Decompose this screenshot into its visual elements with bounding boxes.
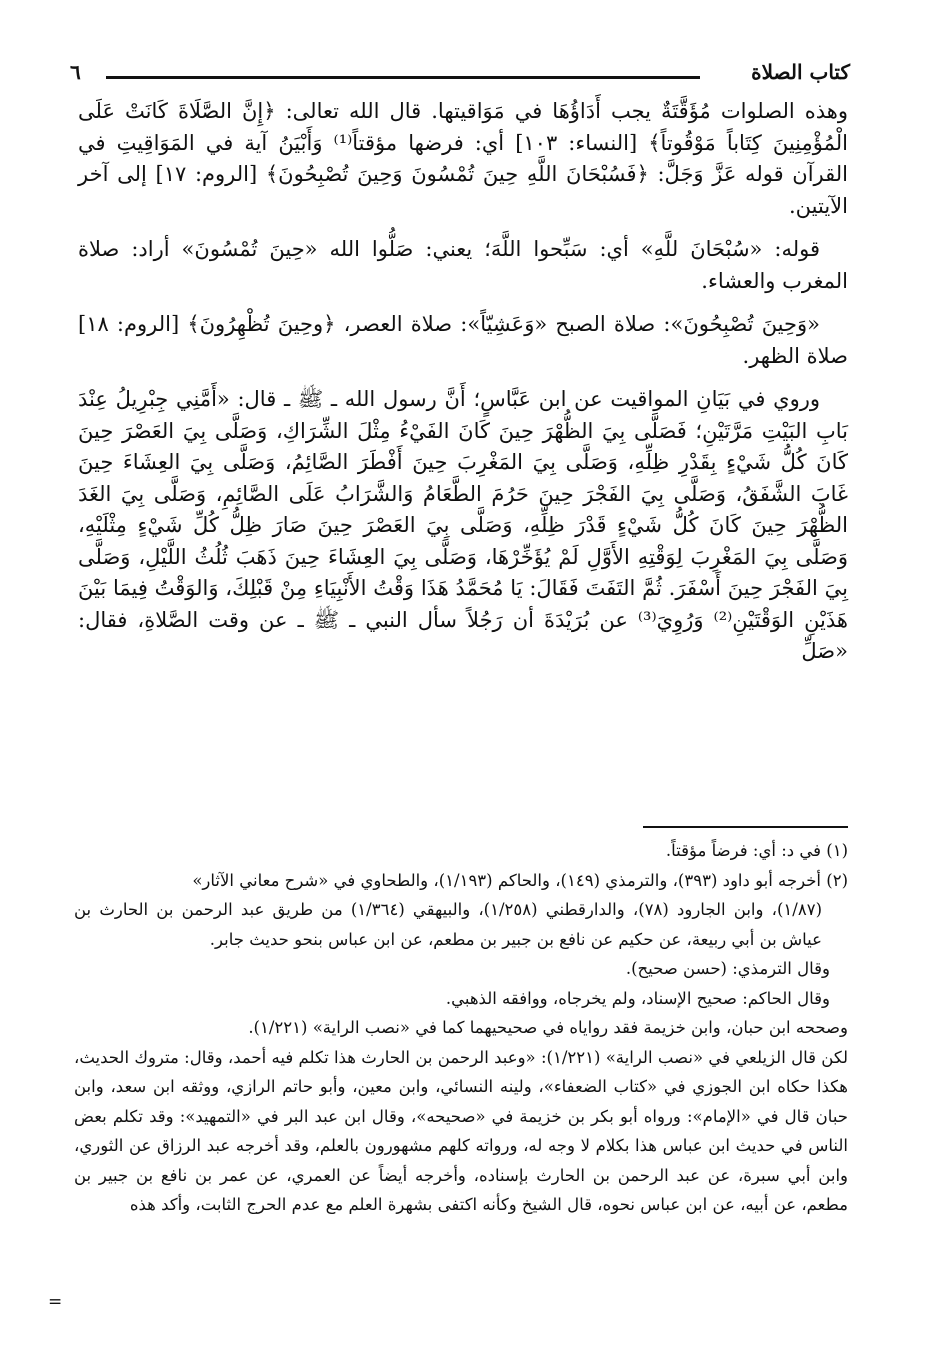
header-rule: [106, 76, 700, 79]
running-title: كتاب الصلاة: [751, 60, 850, 84]
page-header: [70, 58, 850, 88]
footnote-separator: [643, 826, 848, 828]
footnote-2-hakim: وقال الحاكم: صحيح الإسناد، ولم يخرجاه، ووافقه الذهبي.: [445, 988, 830, 1008]
footnote-2-line-1: (٢) أخرجه أبو داود (٣٩٣)، والترمذي (١٤٩)، والحاكم (١/١٩٣)، والطحاوي في «شرح معاني الآثار»: [192, 870, 848, 890]
paragraph-tafsir-evening: قوله: «سُبْحَانَ للَّهِ» أي: سَبِّحوا اللَّهَ؛ يعني: صَلُّوا الله «حِينَ تُمْسُونَ» أراد: صلاة المغرب والعشاء.: [78, 237, 848, 293]
footnotes: [74, 836, 848, 1220]
paragraph-tafsir-morning: «وَحِينَ تُصْبِحُونَ»: صلاة الصبح «وَعَشِيّاً»: صلاة العصر، ﴿وحِينَ تُظْهِرُونَ﴾ [الروم: ١٨] صلاة الظهر.: [78, 312, 848, 368]
footnote-2-zaylai: لكن قال الزيلعي في «نصب الراية» (١/٢٢١): «وعبد الرحمن بن الحارث هذا تكلم فيه أحمد، وقال: متروك الحديث، هكذا حكاه ابن الجوزي في «كتاب الضعفاء»، ولينه النسائي، وابن معين، وأبو حاتم الرازي، ووثقه ابن سعد، وابن حبان قال في «الإمام»: ورواه أبو بكر بن خزيمة في «صحيحه»، وقال ابن عبد البر في «التمهيد»: وقد تكلم بعض الناس في حديث ابن عباس هذا بكلام لا وجه له، ورواته كلهم مشهورون بالعلم، وقد أخرجه عبد الرزاق عن الثوري، وابن أبي سبرة، عن عبد الرحمن بن الحارث بإسناده، وأخرجه أيضاً عن العمري، عن عمر بن نافع بن جبير بن مطعم، عن أبيه، عن ابن عباس نحوه، قال الشيخ وكأنه اكتفى بشهرة العلم مع عدم الحرج الثابت، وأكد هذه: [74, 1047, 848, 1214]
main-text: [78, 96, 848, 680]
footnote-2-tirmidhi: وقال الترمذي: (حسن صحيح).: [625, 959, 830, 978]
paragraph-hadith-jibril: وروي في بَيَانِ المواقيت عن ابن عَبَّاسٍ؛ أَنَّ رسول الله ـ ﷺ ـ قال: «أَمَّنِي جِبْرِيلُ عِنْدَ بَابِ البَيْتِ مَرَّتَيْنِ؛ فَصَلَّى بِيَ الظُّهْرَ حِينَ كَانَ الفَيْءُ مِثْلَ الشِّرَاكِ، وَصَلَّى بِيَ العَصْرَ حِينَ كَانَ كُلُّ شَيْءٍ بِقَدْرِ ظِلِّهِ، وَصَلَّى بِيَ المَغْرِبَ حِينَ أَفْطَرَ الصَّائِمُ، وَصَلَّى بِيَ العِشَاءَ حِينَ غَابَ الشَّفَقُ، وَصَلَّى بِيَ الفَجْرَ حِينَ حَرُمَ الطَّعَامُ وَالشَّرَابُ عَلَى الصَّائِمِ، وَصَلَّى بِيَ الغَدَ الظُّهْرَ حِينَ كَانَ كُلُّ شَيْءٍ قَدْرَ ظِلِّهِ، وَصَلَّى بِيَ العَصْرَ حِينَ صَارَ ظِلُّ كُلِّ شَيْءٍ مِثْلَيْهِ، وَصَلَّى بِيَ المَغْرِبَ لِوَقْتِهِ الأَوَّلِ لَمْ يُؤَخِّرْهَا، وَصَلَّى بِيَ العِشَاءَ حِينَ ذَهَبَ ثُلُثُ اللَّيْلِ، وَصَلَّى بِيَ الفَجْرَ حِينَ أَسْفَرَ. ثُمَّ التَفَتَ فَقَالَ: يَا مُحَمَّدُ هَذَا وَقْتُ الأَنْبِيَاءِ مِنْ قَبْلِكَ، وَالوَقْتُ فِيمَا بَيْنَ هَذَيْنِ الوَقْتَيْنِ⁽²⁾ وَرُوِيَ⁽³⁾ عن بُرَيْدَةَ أن رَجُلاً سأل النبي ـ ﷺ ـ عن وقت الصَّلاةِ، فقال: «صَلِّ: [78, 387, 849, 663]
continuation-mark: =: [48, 1292, 63, 1312]
footnote-2-ibn-hibban: وصححه ابن حبان، وابن خزيمة فقد رواياه في صحيحيهما كما في «نصب الراية» (١/٢٢١).: [248, 1018, 848, 1037]
paragraph-prayer-times: وهذه الصلوات مُؤَقَّتَةٌ يجب أَدَاؤُهَا في مَوَاقيتها. قال الله تعالى: ﴿إِنَّ الصَّلَاةَ كَانَتْ عَلَى الْمُؤْمِنِينَ كِتَاباً مَوْقُوتاً﴾ [النساء: ١٠٣] أي: فرضها مؤقتاً⁽¹⁾ وَأَبْيَنُ آية في المَوَاقِيتِ في القرآن قوله عَزَّ وَجَلَّ: ﴿فَسُبْحَانَ اللَّهِ حِينَ تُمْسُونَ وَحِينَ تُصْبِحُونَ﴾ [الروم: ١٧] إلى آخر الآيتين.: [78, 99, 848, 218]
footnote-1: (١) في د: أي: فرضاً مؤقتاً.: [665, 841, 848, 860]
page-number: ٦: [70, 60, 81, 84]
footnote-2-continuation: (١/٨٧)، وابن الجارود (٧٨)، والدارقطني (١/٢٥٨)، والبيهقي (١/٣٦٤) من طريق عبد الرحمن بن الحارث بن عياش بن أبي ربيعة، عن حكيم عن نافع بن جبير بن مطعم، عن ابن عباس بنحو حديث جابر.: [74, 900, 823, 949]
